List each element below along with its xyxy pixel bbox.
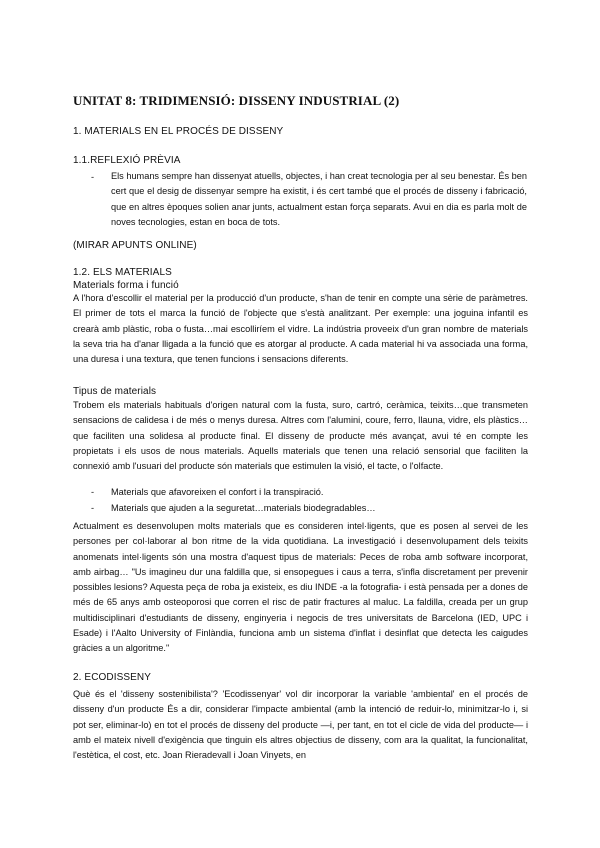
list-item: Materials que ajuden a la seguretat…materials biodegradables…: [111, 503, 376, 513]
paragraph-material-types: Trobem els materials habituals d'origen natural com la fusta, suro, cartró, ceràmica, teixits…que transmeten sensacions de calidesa i de més o menys duresa. Altres com l'alumini, coure, ferro, llauna, vidre, els plàstics…que faciliten una solidesa al producte final. El disseny de producte més avançat, avui té en compte les propietats i els usos de nous materials. Aquells materials que tenen una relació sensorial que faciliten la connexió amb l'usuari del producte són materials que estimulen la visió, el tacte, o l'olfacte.: [73, 400, 528, 472]
paragraph-ecodisseny: Què és el 'disseny sostenibilista'? 'Ecodissenyar' vol dir incorporar la variable 'ambiental' en el procés de disseny d'un producte És a dir, considerar l'impacte ambiental (amb la intenció de reduir-lo, minimitzar-lo i, si pot ser, eliminar-lo) en tot el procés de disseny del producte —i, per tant, en tot el cicle de vida del producte— i amb el mateix nivell d'exigència que tinguin els altres objectius de disseny, com ara la qualitat, la funcionalitat, l'estètica, el cost, etc. Joan Rieradevall i Joan Vinyets, en: [73, 689, 528, 761]
list-item: Materials que afavoreixen el confort i la transpiració.: [111, 487, 324, 497]
subsection-heading-materials: 1.2. ELS MATERIALS: [73, 267, 172, 278]
page-title: UNITAT 8: TRIDIMENSIÓ: DISSENY INDUSTRIAL (2): [73, 93, 400, 108]
subheading-material-types: Tipus de materials: [73, 386, 157, 397]
bullet-marker: -: [91, 172, 95, 182]
paragraph-smart-materials: Actualment es desenvolupen molts materials que es consideren intel·ligents, que es posen al servei de les persones per col·laborar al bon ritme de la vida quotidiana. La investigació i desenvolupament dels teixits anomenats intel·ligents són una mostra d'aquest tipus de materials: Peces de roba amb software incorporat, amb airbag… "Us imagineu dur una faldilla que, si ensopegues i caus a terra, s'infla discretament per prevenir possibles lesions? Aquesta peça de roba ja existeix, es diu INDE -a la fotografia- i està pensada per a dones de més de 65 anys amb osteoporosi que corren el risc de patir fractures al maluc. La faldilla, creada per un grup multidisciplinari d'estudiants de disseny, enginyeria i negocis de tres universitats de Barcelona (IED, UPC i Esade) i l'Aalto University of Finlàndia, funciona amb un sistema d'inflat i desinflat que detecta les caigudes gràcies a un algoritme.": [73, 521, 528, 654]
paragraph-form-function: A l'hora d'escollir el material per la producció d'un producte, s'han de tenir en compte una sèrie de paràmetres. El primer de tots el marca la funció de l'objecte que s'està analitzant. Per exemple: una joguina infantil es crearà amb plàstic, roba o fusta…mai escolliríem el vidre. La indústria proveeix d'un gran nombre de materials la seva tria ha d'anar lligada a la funció que es atorgar al producte. A cada material hi va associada una forma, una duresa i una textura, que tenen funcions i sensacions diferents.: [73, 293, 528, 365]
subsection-heading-reflexio: 1.1.REFLEXIÓ PRÈVIA: [73, 155, 181, 166]
online-notes-reference: (MIRAR APUNTS ONLINE): [73, 240, 197, 251]
bullet-marker: -: [91, 503, 95, 513]
bullet-marker: -: [91, 487, 95, 497]
section-heading-materials: 1. MATERIALS EN EL PROCÉS DE DISSENY: [73, 126, 284, 137]
reflexio-paragraph: Els humans sempre han dissenyat atuells, objectes, i han creat tecnologia per al seu benestar. És ben cert que el desig de dissenyar sempre ha existit, i és cert també que el procés de disseny i fabricació, que en altres èpoques solien anar junts, actualment estan força separats. Avui en dia es parla molt de noves tecnologies, estan en boca de tots.: [111, 171, 527, 227]
section-heading-ecodisseny: 2. ECODISSENY: [73, 672, 151, 683]
subheading-form-function: Materials forma i funció: [73, 280, 179, 291]
